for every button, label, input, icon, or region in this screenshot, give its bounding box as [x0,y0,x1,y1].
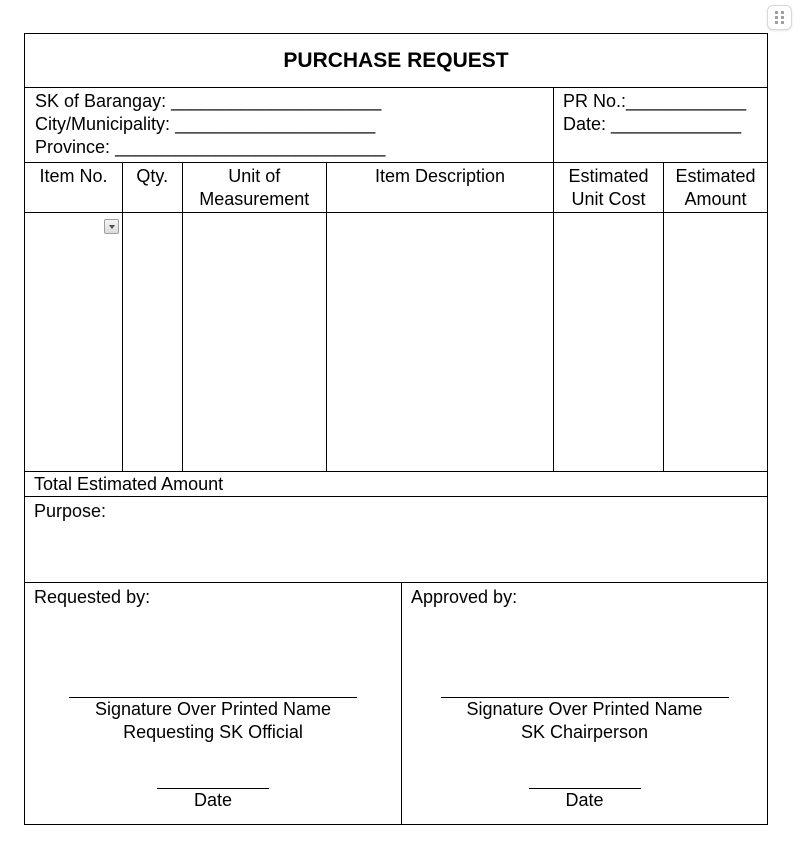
sk-of-barangay-field [35,90,543,113]
city-municipality-label: City/Municipality: [35,114,171,134]
dropdown-arrow-icon [109,225,115,229]
total-row [25,472,767,497]
drag-handle-dot [775,21,778,24]
requested-by-label: Requested by: [34,587,151,607]
estimated-unit-cost-cell[interactable] [554,213,664,471]
purpose-label: Purpose: [34,501,107,521]
province-blank[interactable]: ___________________________ [115,137,386,157]
date-caption: Date [565,790,604,810]
drag-handle-dot [781,11,784,14]
city-municipality-field [35,113,543,136]
pr-no-label: PR No.: [563,91,627,111]
barangay-info-cell[interactable] [25,88,554,162]
item-no-dropdown-button[interactable] [104,219,119,234]
signature-caption: Signature Over Printed Name [94,699,332,719]
unit-of-measurement-cell[interactable] [183,213,328,471]
date-field [563,113,758,136]
items-table-body-row [25,213,767,472]
total-estimated-amount-cell[interactable] [25,472,767,496]
approved-by-cell[interactable] [402,583,767,824]
drag-handle-dot [775,11,778,14]
pr-info-cell[interactable] [554,88,767,162]
title-row [25,34,767,88]
total-estimated-amount-label: Total Estimated Amount [34,474,224,494]
signature-caption: Signature Over Printed Name [466,699,703,719]
drag-handle-dot [781,16,784,19]
signatory-role: SK Chairperson [520,722,649,742]
drag-handle-dot [775,16,778,19]
purchase-request-form [24,33,768,825]
requested-by-cell[interactable] [25,583,402,824]
sk-of-barangay-label: SK of Barangay: [35,91,167,111]
items-table-header-row [25,163,767,213]
qty-cell[interactable] [123,213,183,471]
sk-of-barangay-blank[interactable]: _____________________ [171,91,382,111]
purpose-row [25,497,767,583]
item-no-cell[interactable] [25,213,123,471]
signatures-row [25,583,767,824]
drag-handle-dot [781,21,784,24]
column-header-item-description: Item Description [327,163,554,212]
province-field [35,136,543,159]
signatory-role: Requesting SK Official [123,722,303,742]
pr-no-blank[interactable]: ____________ [626,91,747,111]
header-fields-row [25,88,767,163]
city-municipality-blank[interactable]: ____________________ [175,114,376,134]
estimated-amount-cell[interactable] [664,213,767,471]
purpose-cell[interactable] [25,497,767,582]
column-header-unit-of-measurement: Unit of Measurement [183,163,328,212]
pr-no-field [563,90,758,113]
province-label: Province: [35,137,111,157]
date-blank[interactable]: _____________ [611,114,742,134]
date-label: Date: [563,114,607,134]
drag-handle-button[interactable] [767,5,792,30]
item-description-cell[interactable] [327,213,554,471]
date-caption: Date [193,790,233,810]
column-header-estimated-amount: Estimated Amount [675,166,756,209]
column-header-item-no: Item No. [25,163,123,212]
column-header-estimated-unit-cost: Estimated Unit Cost [554,163,664,212]
approved-by-label: Approved by: [411,587,518,607]
column-header-qty: Qty. [123,163,183,212]
form-title: PURCHASE REQUEST [283,49,509,72]
